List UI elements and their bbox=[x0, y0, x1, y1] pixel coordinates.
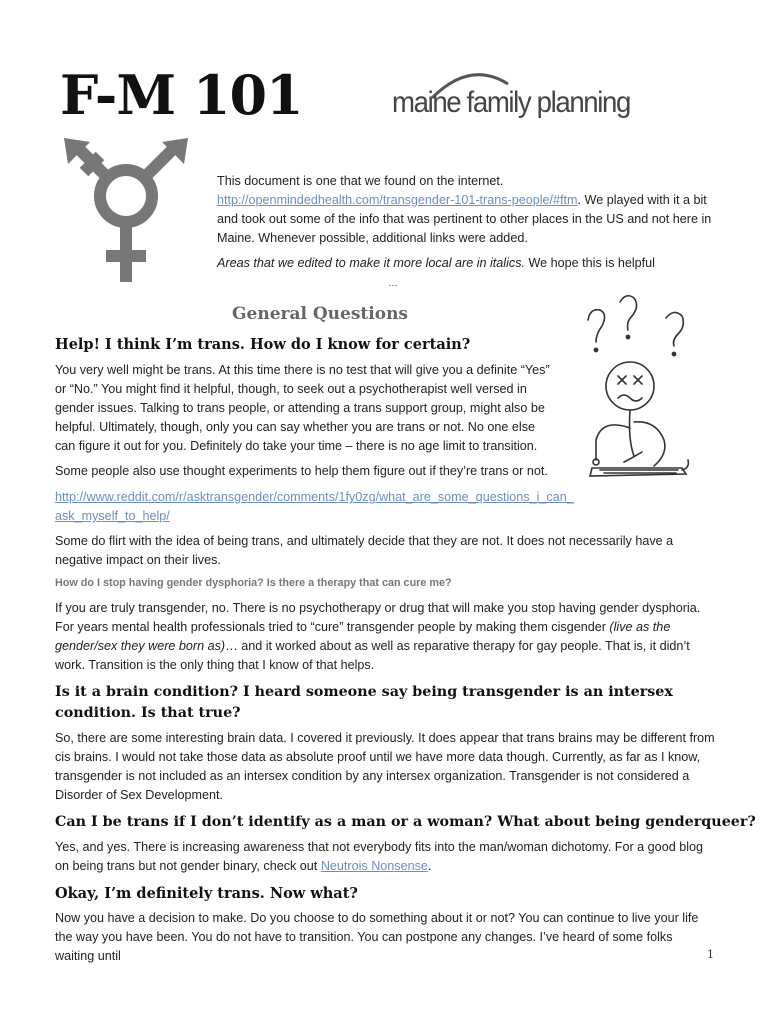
openmindedhealth-link[interactable]: http://openmindedhealth.com/transgender-101-trans-people/#ftm bbox=[217, 193, 578, 207]
transgender-symbol-icon bbox=[62, 136, 192, 286]
q2-text-start: If you are truly transgender, no. There is no psychotherapy or drug that will make you stop having gender dysphoria. For years mental health professionals tried to “cure” transgender people by making them cisgender bbox=[55, 601, 701, 634]
intro-note-rest: We hope this is helpful bbox=[525, 256, 655, 270]
q2-italic-text: (live as the gender/sex they were born as) bbox=[55, 620, 671, 653]
section-title-general-questions: General Questions bbox=[232, 304, 408, 324]
heading-how-do-i-know: Help! I think I’m trans. How do I know for certain? bbox=[55, 336, 471, 353]
q4-text-end: . bbox=[427, 859, 432, 873]
intro-note-italic: Areas that we edited to make it more local are in italics. bbox=[217, 256, 525, 270]
ellipsis: … bbox=[388, 278, 398, 289]
heading-gender-dysphoria: How do I stop having gender dysphoria? Is there a therapy that can cure me? bbox=[55, 577, 452, 589]
intro-text bbox=[217, 172, 717, 273]
q1-paragraph-2: Some people also use thought experiments to help them figure out if they’re trans or not. bbox=[55, 464, 548, 478]
heading-now-what: Okay, I’m definitely trans. Now what? bbox=[55, 885, 358, 902]
page-number: 1 bbox=[707, 948, 714, 961]
maine-family-planning-logo bbox=[392, 64, 630, 128]
q5-paragraph: Now you have a decision to make. Do you choose to do something about it or not? You can continue to live your life the way you have been. You do not have to transition. You can postpone any changes. I’ve heard of some folks waiting until bbox=[55, 911, 699, 963]
logo-text: maine family planning bbox=[392, 86, 630, 119]
q2-paragraph bbox=[55, 599, 715, 675]
q1-paragraph-3: Some do flirt with the idea of being trans, and ultimately decide that they are not. It does not necessarily have a negative impact on their lives. bbox=[55, 534, 674, 567]
intro-paragraph bbox=[217, 172, 717, 248]
heading-brain-condition: Is it a brain condition? I heard someone say being transgender is an intersex condition. Is that true? bbox=[55, 684, 673, 721]
q1-paragraph-1: You very well might be trans. At this time there is no test that will give you a definite “Yes” or “No.” You might find it helpful, though, to seek out a psychotherapist well versed in gender issues. Talking to trans people, or attending a trans support group, might also be helpful. Ultimately, though, only you can say whether you are trans or not. No one else can figure it out for you. Definitely do take your time – there is no age limit to transition. bbox=[55, 363, 550, 453]
intro-line: This document is one that we found on the internet. bbox=[217, 174, 504, 188]
intro-rest: . We played with it a bit and took out some of the info that was pertinent to other places in the US and not here in Maine. Whenever possible, additional links were added. bbox=[217, 193, 712, 245]
confused-person-at-computer-illustration bbox=[582, 290, 694, 490]
q1-link-paragraph bbox=[55, 488, 575, 526]
q2-text-end: … and it worked about as well as reparative therapy for gay people. That is, it didn’t work. Transition is the only thing that I know of that helps. bbox=[55, 639, 690, 672]
document-title: F-M 101 bbox=[60, 63, 303, 127]
q3-paragraph: So, there are some interesting brain data. I covered it previously. It does appear that trans brains may be different from cis brains. I would not take those data as absolute proof until we have more data though. Currently, as far as I know, transgender is not included as an intersex condition by any intersex organization. Transgender is not considered a Disorder of Sex Development. bbox=[55, 731, 715, 802]
q4-paragraph bbox=[55, 838, 710, 876]
q4-text-start: Yes, and yes. There is increasing awareness that not everybody fits into the man/woman dichotomy. For a good blog on being trans but not gender binary, check out bbox=[55, 840, 704, 873]
reddit-asktransgender-link[interactable]: http://www.reddit.com/r/asktransgender/comments/1fy0zg/what_are_some_questions_i_can_ask_myself_to_help/ bbox=[55, 490, 574, 523]
intro-note bbox=[217, 254, 717, 273]
heading-genderqueer: Can I be trans if I don’t identify as a man or a woman? What about being genderqueer? bbox=[55, 814, 756, 830]
neutrois-nonsense-link[interactable]: Neutrois Nonsense bbox=[320, 859, 428, 873]
